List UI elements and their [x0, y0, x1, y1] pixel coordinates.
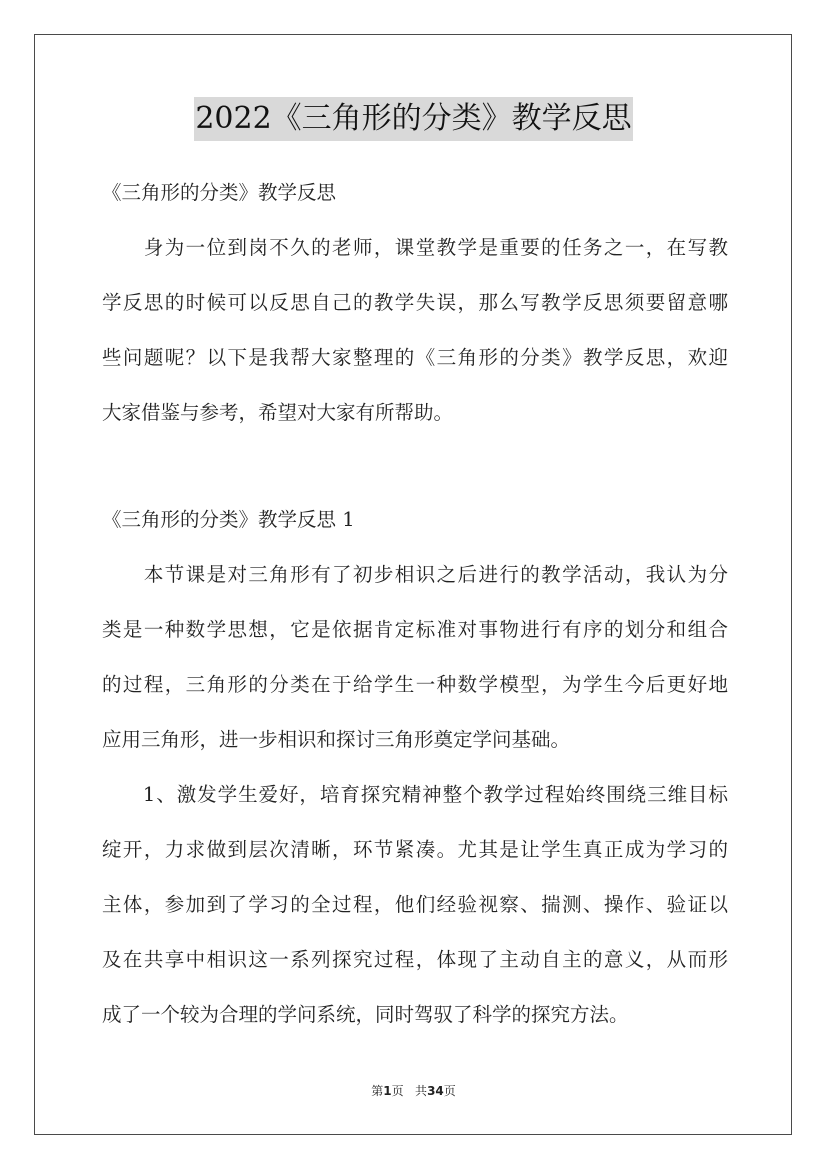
paragraph-line: 成了一个较为合理的学问系统，同时驾驭了科学的探究方法。 [102, 1003, 629, 1026]
total-label-suffix: 页 [443, 1084, 456, 1098]
paragraph-line: 本节课是对三角形有了初步相识之后进行的教学活动，我认为分 [102, 563, 728, 586]
paragraph-line: 大家借鉴与参考，希望对大家有所帮助。 [102, 401, 454, 424]
paragraph-line: 学反思的时候可以反思自己的教学失误，那么写教学反思须要留意哪 [102, 291, 728, 314]
paragraph-line: 些问题呢？以下是我帮大家整理的《三角形的分类》教学反思，欢迎 [102, 346, 728, 369]
page-label-prefix: 第 [371, 1084, 384, 1098]
paragraph-line: 绽开，力求做到层次清晰，环节紧凑。尤其是让学生真正成为学习的 [102, 838, 728, 861]
section-heading-intro: 《三角形的分类》教学反思 [102, 181, 337, 204]
page-number: 1 [383, 1084, 392, 1098]
paragraph-line: 1、激发学生爱好，培育探究精神整个教学过程始终围绕三维目标 [102, 783, 728, 806]
paragraph-line: 类是一种数学思想，它是依据肯定标准对事物进行有序的划分和组合 [102, 618, 728, 641]
title-container [0, 97, 827, 141]
document-title: 2022《三角形的分类》教学反思 [194, 97, 632, 141]
page-footer [0, 1082, 827, 1099]
paragraph-line: 的过程，三角形的分类在于给学生一种数学模型，为学生今后更好地 [102, 673, 728, 696]
paragraph-line: 应用三角形，进一步相识和探讨三角形奠定学问基础。 [102, 728, 571, 751]
total-pages: 34 [427, 1084, 444, 1098]
paragraph-line: 及在共享中相识这一系列探究过程，体现了主动自主的意义，从而形 [102, 948, 728, 971]
section-heading-1: 《三角形的分类》教学反思 1 [102, 508, 355, 531]
total-label-prefix: 共 [415, 1084, 428, 1098]
page-label-suffix: 页 [391, 1084, 404, 1098]
paragraph-line: 身为一位到岗不久的老师，课堂教学是重要的任务之一，在写教 [102, 236, 728, 259]
paragraph-line: 主体，参加到了学习的全过程，他们经验视察、揣测、操作、验证以 [102, 893, 728, 916]
